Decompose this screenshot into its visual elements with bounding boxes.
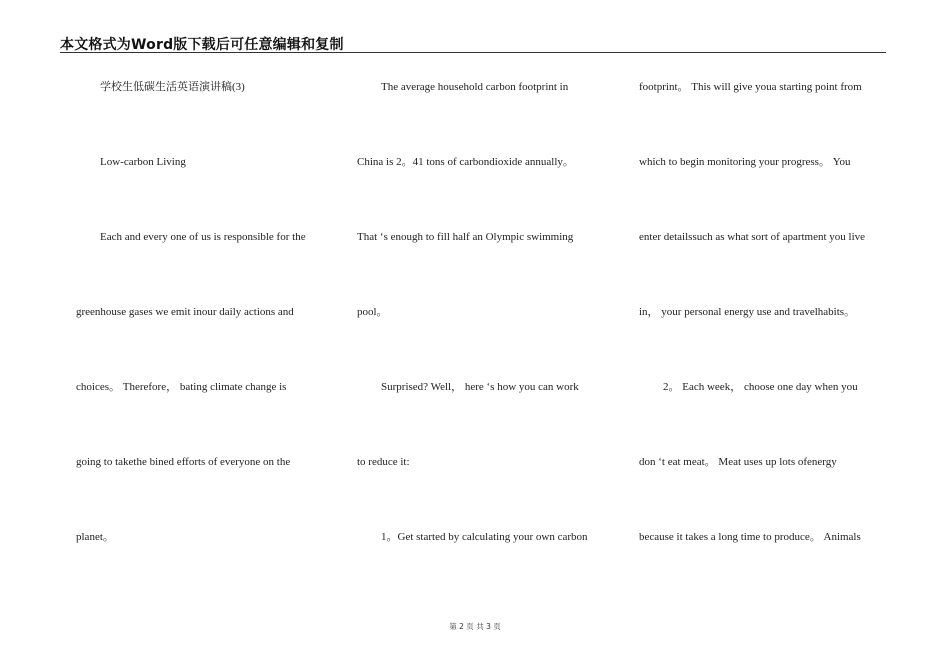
text-line: 1。Get started by calculating your own carbon <box>381 531 588 543</box>
text-line: greenhouse gases we emit inour daily actions and <box>76 306 294 318</box>
page-number: 第 2 页 共 3 页 <box>449 622 501 631</box>
text-line: going to takethe bined efforts of everyone on the <box>76 456 291 468</box>
text-line: don ‘t eat meat。 Meat uses up lots ofenergy <box>639 456 837 468</box>
text-line: enter detailssuch as what sort of apartment you live <box>639 231 866 243</box>
text-line: Low-carbon Living <box>100 156 186 168</box>
text-line: to reduce it: <box>357 456 410 468</box>
text-line: Surprised? Well， here ‘s how you can work <box>381 381 579 393</box>
text-line: planet。 <box>76 531 114 543</box>
text-line: because it takes a long time to produce。 Animals <box>639 531 861 543</box>
document-header-title: 本文格式为Word版下载后可任意编辑和复制 <box>60 37 344 53</box>
text-line: The average household carbon footprint in <box>381 81 569 93</box>
text-line: China is 2。41 tons of carbondioxide annually。 <box>357 156 574 168</box>
text-line: Each and every one of us is responsible for the <box>100 231 306 243</box>
text-line: which to begin monitoring your progress。 You <box>639 156 851 168</box>
text-line: 学校生低碳生活英语演讲稿(3) <box>100 81 245 93</box>
text-line: choices。 Therefore， bating climate change is <box>76 381 287 393</box>
text-line: footprint。 This will give youa starting point from <box>639 81 862 93</box>
header-divider <box>60 52 886 53</box>
text-line: 2。 Each week， choose one day when you <box>663 381 858 393</box>
text-line: That ‘s enough to fill half an Olympic swimming <box>357 231 574 243</box>
text-line: in， your personal energy use and travelhabits。 <box>639 306 856 318</box>
text-line: pool。 <box>357 306 388 318</box>
